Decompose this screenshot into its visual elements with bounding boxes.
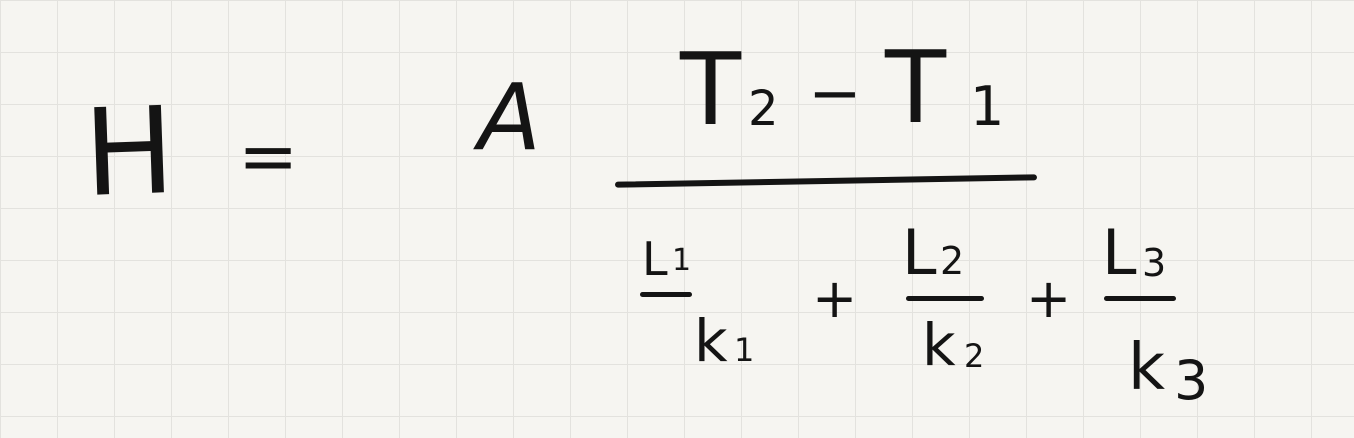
- term2-denominator: k: [922, 311, 956, 379]
- term2-denominator-subscript: 2: [964, 337, 985, 375]
- term1-numerator: L: [642, 232, 668, 286]
- term1-denominator: k: [694, 307, 728, 375]
- numerator-t1: T: [885, 29, 947, 146]
- equals-sign: =: [238, 114, 299, 198]
- term3-fraction-bar: [1104, 296, 1176, 301]
- term3-denominator: k: [1128, 331, 1166, 405]
- term1-numerator-subscript: 1: [672, 243, 692, 278]
- plus-sign-1: +: [812, 267, 858, 330]
- numerator-t1-subscript: 1: [970, 75, 1005, 138]
- term1-fraction-bar: [640, 292, 692, 297]
- numerator-t2-subscript: 2: [748, 81, 779, 137]
- term3-numerator-subscript: 3: [1142, 241, 1167, 285]
- coefficient-a: A: [478, 64, 541, 171]
- numerator-minus: −: [808, 57, 862, 131]
- term3-numerator: L: [1102, 216, 1137, 289]
- term1-denominator-subscript: 1: [734, 331, 755, 369]
- equation-lhs: H: [81, 81, 177, 224]
- numerator-t2: T: [680, 31, 742, 148]
- main-fraction-bar: [615, 174, 1037, 187]
- term2-fraction-bar: [906, 296, 984, 301]
- term3-denominator-subscript: 3: [1174, 349, 1209, 412]
- term2-numerator-subscript: 2: [940, 239, 965, 283]
- term2-numerator: L: [902, 216, 937, 289]
- plus-sign-2: +: [1026, 267, 1072, 330]
